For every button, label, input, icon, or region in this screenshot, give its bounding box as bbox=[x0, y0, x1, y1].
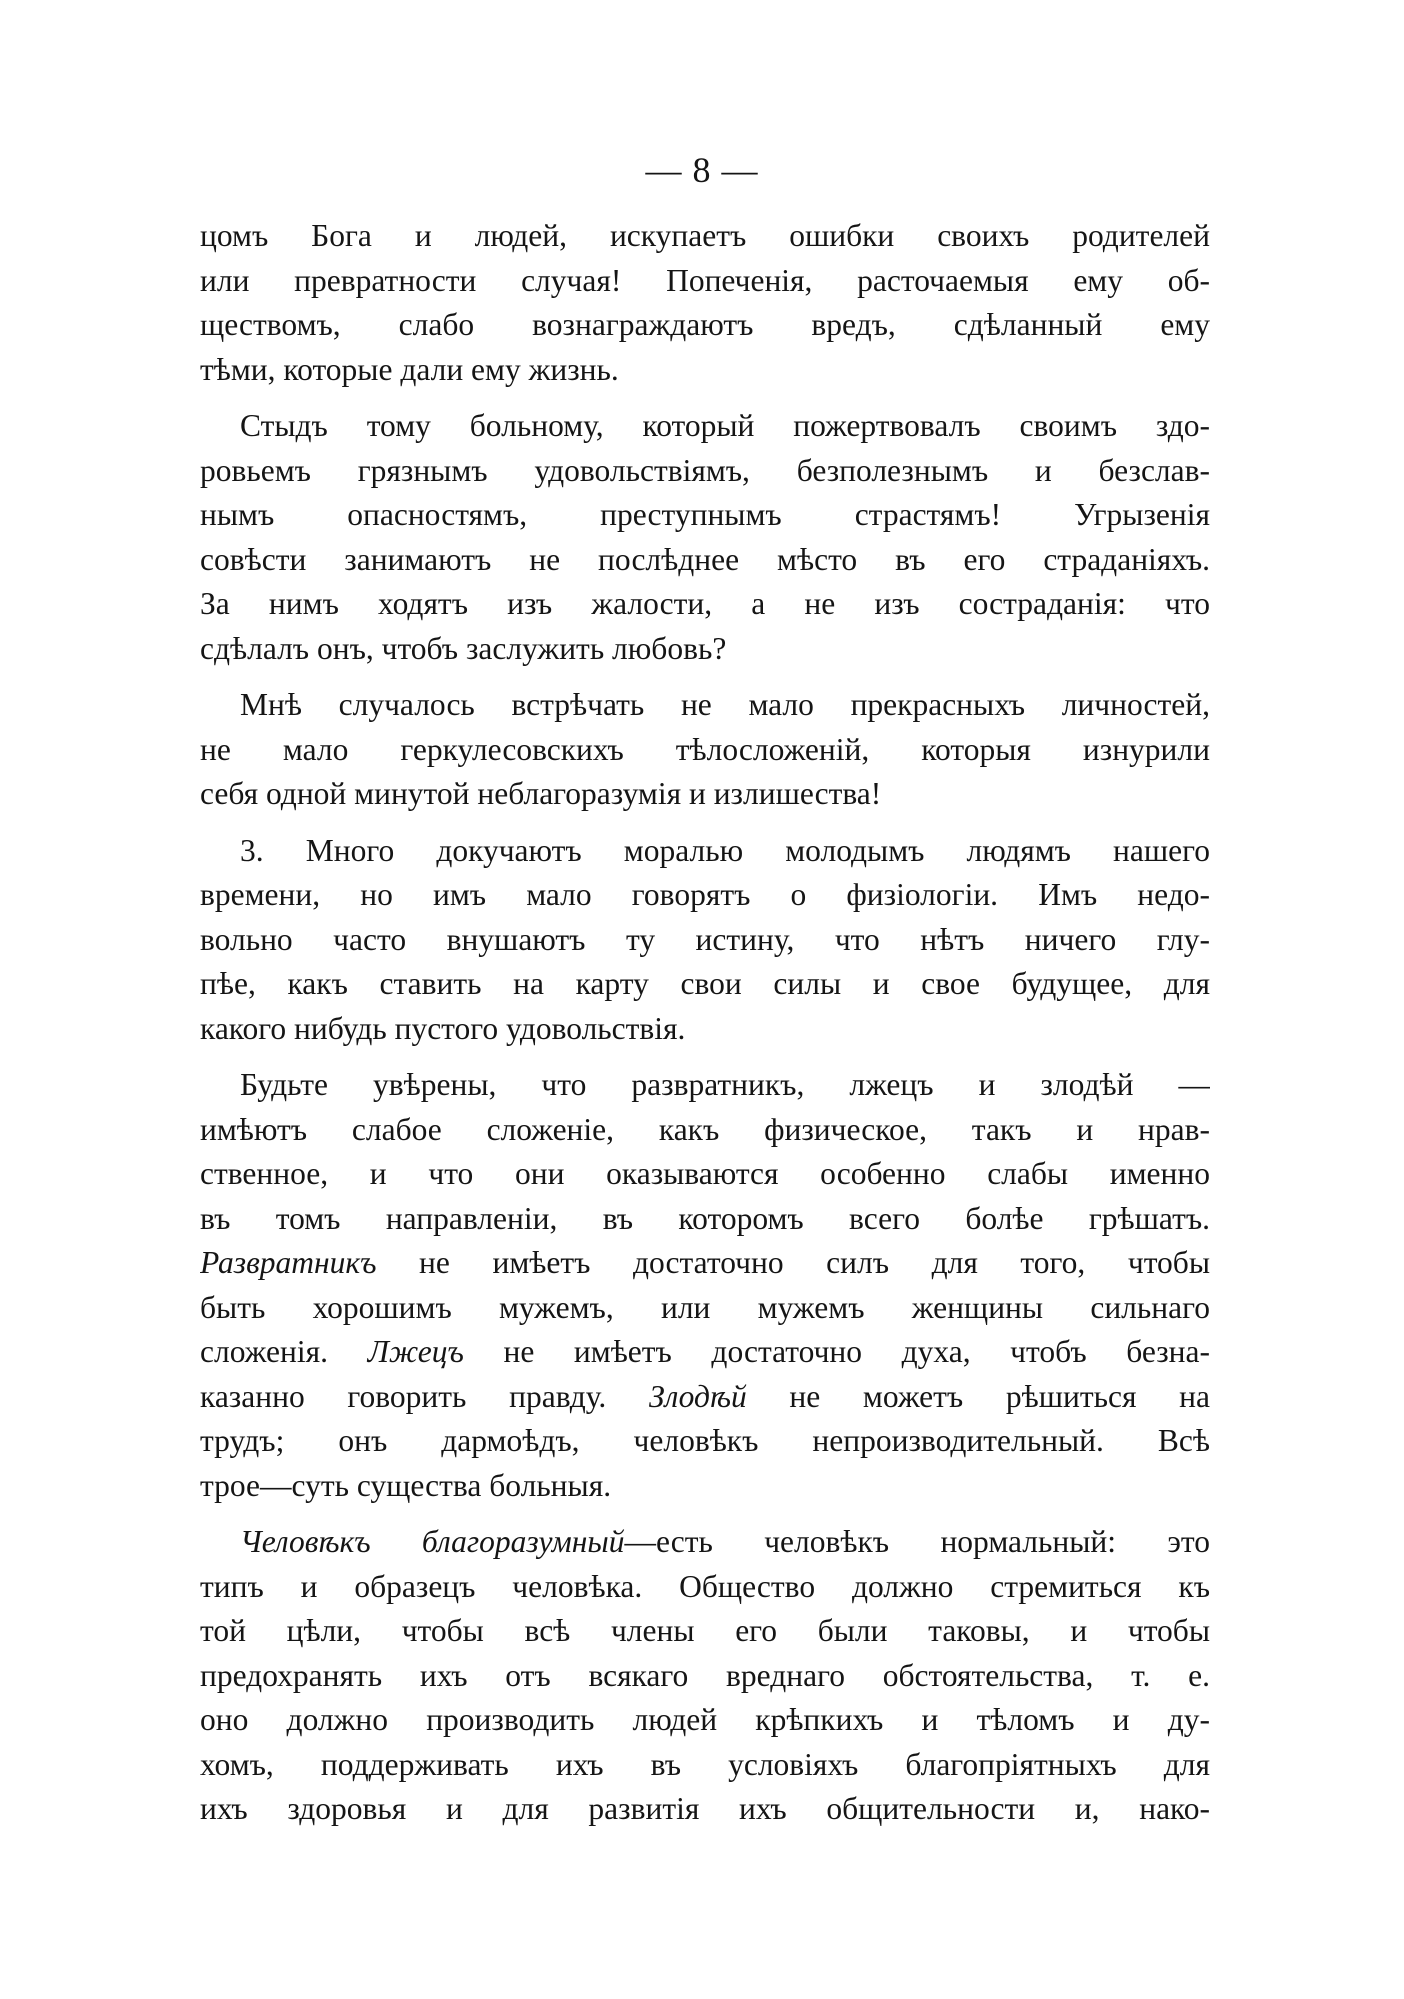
text-run: быть хорошимъ мужемъ, или мужемъ женщины сильнаго bbox=[200, 1289, 1210, 1325]
paragraph bbox=[200, 1520, 1210, 1832]
text-line: ществомъ, слабо вознаграждаютъ вредъ, сдѣланный ему bbox=[200, 307, 1210, 342]
text-run: типъ и образецъ человѣка. Общество должно стремиться къ bbox=[200, 1568, 1210, 1604]
text-line: 3. Много докучаютъ моралью молодымъ людямъ нашего bbox=[240, 832, 1210, 868]
text-line: или превратности случая! Попеченія, расточаемыя ему об- bbox=[200, 262, 1210, 298]
text-run: имѣютъ слабое сложеніе, какъ физическое, такъ и нрав- bbox=[200, 1111, 1210, 1147]
text-line: какого нибудь пустого удовольствія. bbox=[200, 1010, 686, 1046]
text-run: не имѣетъ достаточно силъ для того, чтобы bbox=[376, 1245, 1210, 1280]
text-line: ровьемъ грязнымъ удовольствіямъ, безполезнымъ и безслав- bbox=[200, 452, 1210, 488]
body-text bbox=[200, 214, 1210, 1844]
text-line: себя одной минутой неблагоразумія и излишества! bbox=[200, 776, 882, 811]
text-line: не мало геркулесовскихъ тѣлосложеній, которыя изнурили bbox=[200, 731, 1210, 767]
paragraph bbox=[200, 683, 1210, 817]
text-run: трое—суть существа больныя. bbox=[200, 1467, 612, 1503]
text-line bbox=[200, 1330, 1210, 1375]
text-line bbox=[200, 1063, 1210, 1108]
text-run: хомъ, поддерживать ихъ въ условіяхъ благопріятныхъ для bbox=[200, 1746, 1210, 1782]
text-line bbox=[200, 1743, 1210, 1788]
text-run: сложенія. bbox=[200, 1334, 368, 1369]
text-run: Будьте увѣрены, что развратникъ, лжецъ и злодѣй — bbox=[240, 1067, 1210, 1102]
text-line bbox=[200, 1609, 1210, 1654]
text-run: трудъ; онъ дармоѣдъ, человѣкъ непроизводительный. Всѣ bbox=[200, 1423, 1210, 1458]
page-number: — 8 — bbox=[645, 150, 759, 190]
text-run: оно должно производить людей крѣпкихъ и тѣломъ и ду- bbox=[200, 1702, 1210, 1737]
text-line: цомъ Бога и людей, искупаетъ ошибки своихъ родителей bbox=[200, 218, 1210, 253]
italic-term-lzhets: Лжецъ bbox=[367, 1334, 464, 1369]
text-line bbox=[200, 1654, 1210, 1699]
text-line bbox=[200, 1565, 1210, 1610]
text-line: тѣми, которые дали ему жизнь. bbox=[200, 351, 619, 387]
text-line bbox=[200, 1419, 1210, 1464]
paragraph bbox=[200, 1063, 1210, 1508]
paragraph bbox=[200, 214, 1210, 392]
text-run: той цѣли, чтобы всѣ члены его были таковы, и чтобы bbox=[200, 1613, 1210, 1648]
text-line: совѣсти занимаютъ не послѣднее мѣсто въ его страданіяхъ. bbox=[200, 541, 1210, 577]
text-line: Мнѣ случалось встрѣчать не мало прекрасныхъ личностей, bbox=[240, 687, 1210, 722]
text-run: ственное, и что они оказываются особенно слабы именно bbox=[200, 1156, 1210, 1191]
text-line: За нимъ ходятъ изъ жалости, а не изъ состраданія: что bbox=[200, 586, 1210, 621]
text-line bbox=[200, 1286, 1210, 1331]
italic-term-zlodei: Злодѣй bbox=[648, 1378, 747, 1414]
text-line bbox=[200, 1197, 1210, 1242]
text-line bbox=[200, 1698, 1210, 1743]
text-line: нымъ опасностямъ, преступнымъ страстямъ! Угрызенія bbox=[200, 497, 1210, 532]
paragraph bbox=[200, 404, 1210, 671]
text-line: сдѣлалъ онъ, чтобъ заслужить любовь? bbox=[200, 630, 727, 666]
text-run: не можетъ рѣшиться на bbox=[746, 1378, 1210, 1414]
italic-term-razvratnik: Развратникъ bbox=[200, 1245, 377, 1280]
text-line bbox=[200, 1375, 1210, 1420]
text-line: вольно часто внушаютъ ту истину, что нѣтъ ничего глу- bbox=[200, 921, 1210, 957]
text-run: предохранять ихъ отъ всякаго вреднаго обстоятельства, т. е. bbox=[200, 1657, 1210, 1693]
text-line: Стыдъ тому больному, который пожертвовалъ своимъ здо- bbox=[240, 408, 1210, 443]
text-line bbox=[200, 1241, 1210, 1286]
italic-term-chelovek-blagorazumny: Человѣкъ благоразумный bbox=[240, 1524, 625, 1559]
text-line bbox=[200, 1108, 1210, 1153]
paragraph bbox=[200, 829, 1210, 1052]
text-run: въ томъ направленіи, въ которомъ всего болѣе грѣшатъ. bbox=[200, 1200, 1210, 1236]
text-line bbox=[200, 1464, 1210, 1509]
text-run: —есть человѣкъ нормальный: это bbox=[624, 1524, 1210, 1559]
text-line: пѣе, какъ ставить на карту свои силы и свое будущее, для bbox=[200, 966, 1210, 1001]
text-run: не имѣетъ достаточно духа, чтобъ безна- bbox=[463, 1334, 1210, 1369]
text-line bbox=[200, 1520, 1210, 1565]
text-run: казанно говорить правду. bbox=[200, 1378, 649, 1414]
text-run: ихъ здоровья и для развитія ихъ общительности и, нако- bbox=[200, 1791, 1210, 1826]
text-line: времени, но имъ мало говорятъ о физіологіи. Имъ недо- bbox=[200, 877, 1210, 912]
text-line bbox=[200, 1152, 1210, 1197]
text-line bbox=[200, 1787, 1210, 1832]
